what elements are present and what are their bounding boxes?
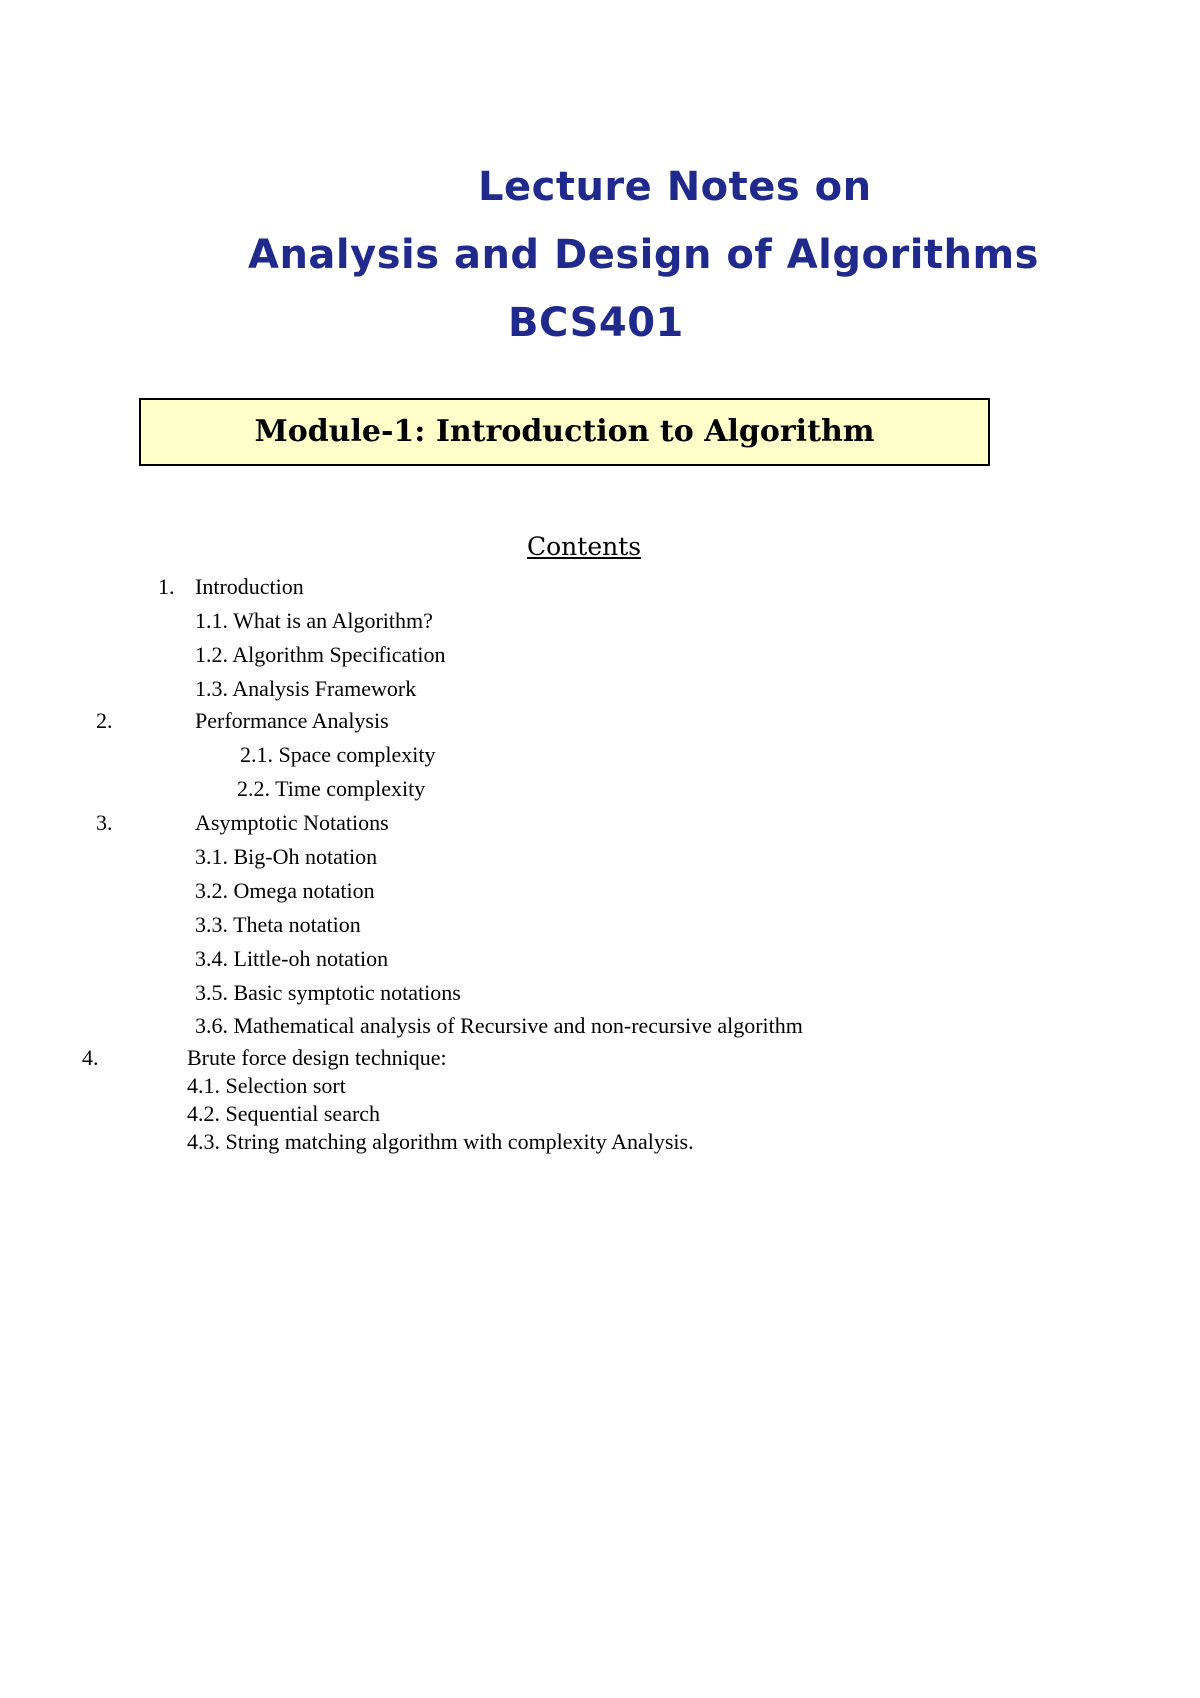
toc-section-number: 4. xyxy=(82,1045,99,1070)
toc-subitem: 3.5. Basic symptotic notations xyxy=(195,980,461,1005)
module-title: Module-1: Introduction to Algorithm xyxy=(254,414,875,449)
toc-subitem: 2.1. Space complexity xyxy=(240,742,436,767)
toc-section-number: 2. xyxy=(96,708,113,733)
toc-section-number: 3. xyxy=(96,810,113,835)
toc-subitem: 3.4. Little-oh notation xyxy=(195,946,389,971)
toc-subitem: 1.1. What is an Algorithm? xyxy=(195,608,433,633)
course-code: BCS401 xyxy=(508,300,684,346)
toc-subitem: 1.3. Analysis Framework xyxy=(195,676,417,701)
toc-subitem: 3.1. Big-Oh notation xyxy=(195,844,378,869)
toc-subitem: 3.2. Omega notation xyxy=(195,878,375,903)
title-line-1: Lecture Notes on xyxy=(478,164,872,210)
contents-heading: Contents xyxy=(527,532,642,561)
toc-subitem: 3.6. Mathematical analysis of Recursive and non-recursive algorithm xyxy=(195,1013,803,1038)
toc-subitem: 1.2. Algorithm Specification xyxy=(195,642,446,667)
toc-subitem: 4.3. String matching algorithm with complexity Analysis. xyxy=(187,1129,694,1154)
toc-subitem: 4.2. Sequential search xyxy=(187,1101,381,1126)
toc-section-number: 1. xyxy=(158,574,175,599)
toc-section-title: Introduction xyxy=(195,574,304,599)
toc-section-title: Brute force design technique: xyxy=(187,1045,447,1070)
toc-subitem: 4.1. Selection sort xyxy=(187,1073,346,1098)
toc-subitem: 2.2. Time complexity xyxy=(237,776,426,801)
toc-section-title: Asymptotic Notations xyxy=(195,810,389,835)
module-banner xyxy=(139,398,990,466)
toc-section-title: Performance Analysis xyxy=(195,708,389,733)
title-line-2: Analysis and Design of Algorithms xyxy=(248,232,1039,278)
toc-subitem: 3.3. Theta notation xyxy=(195,912,361,937)
